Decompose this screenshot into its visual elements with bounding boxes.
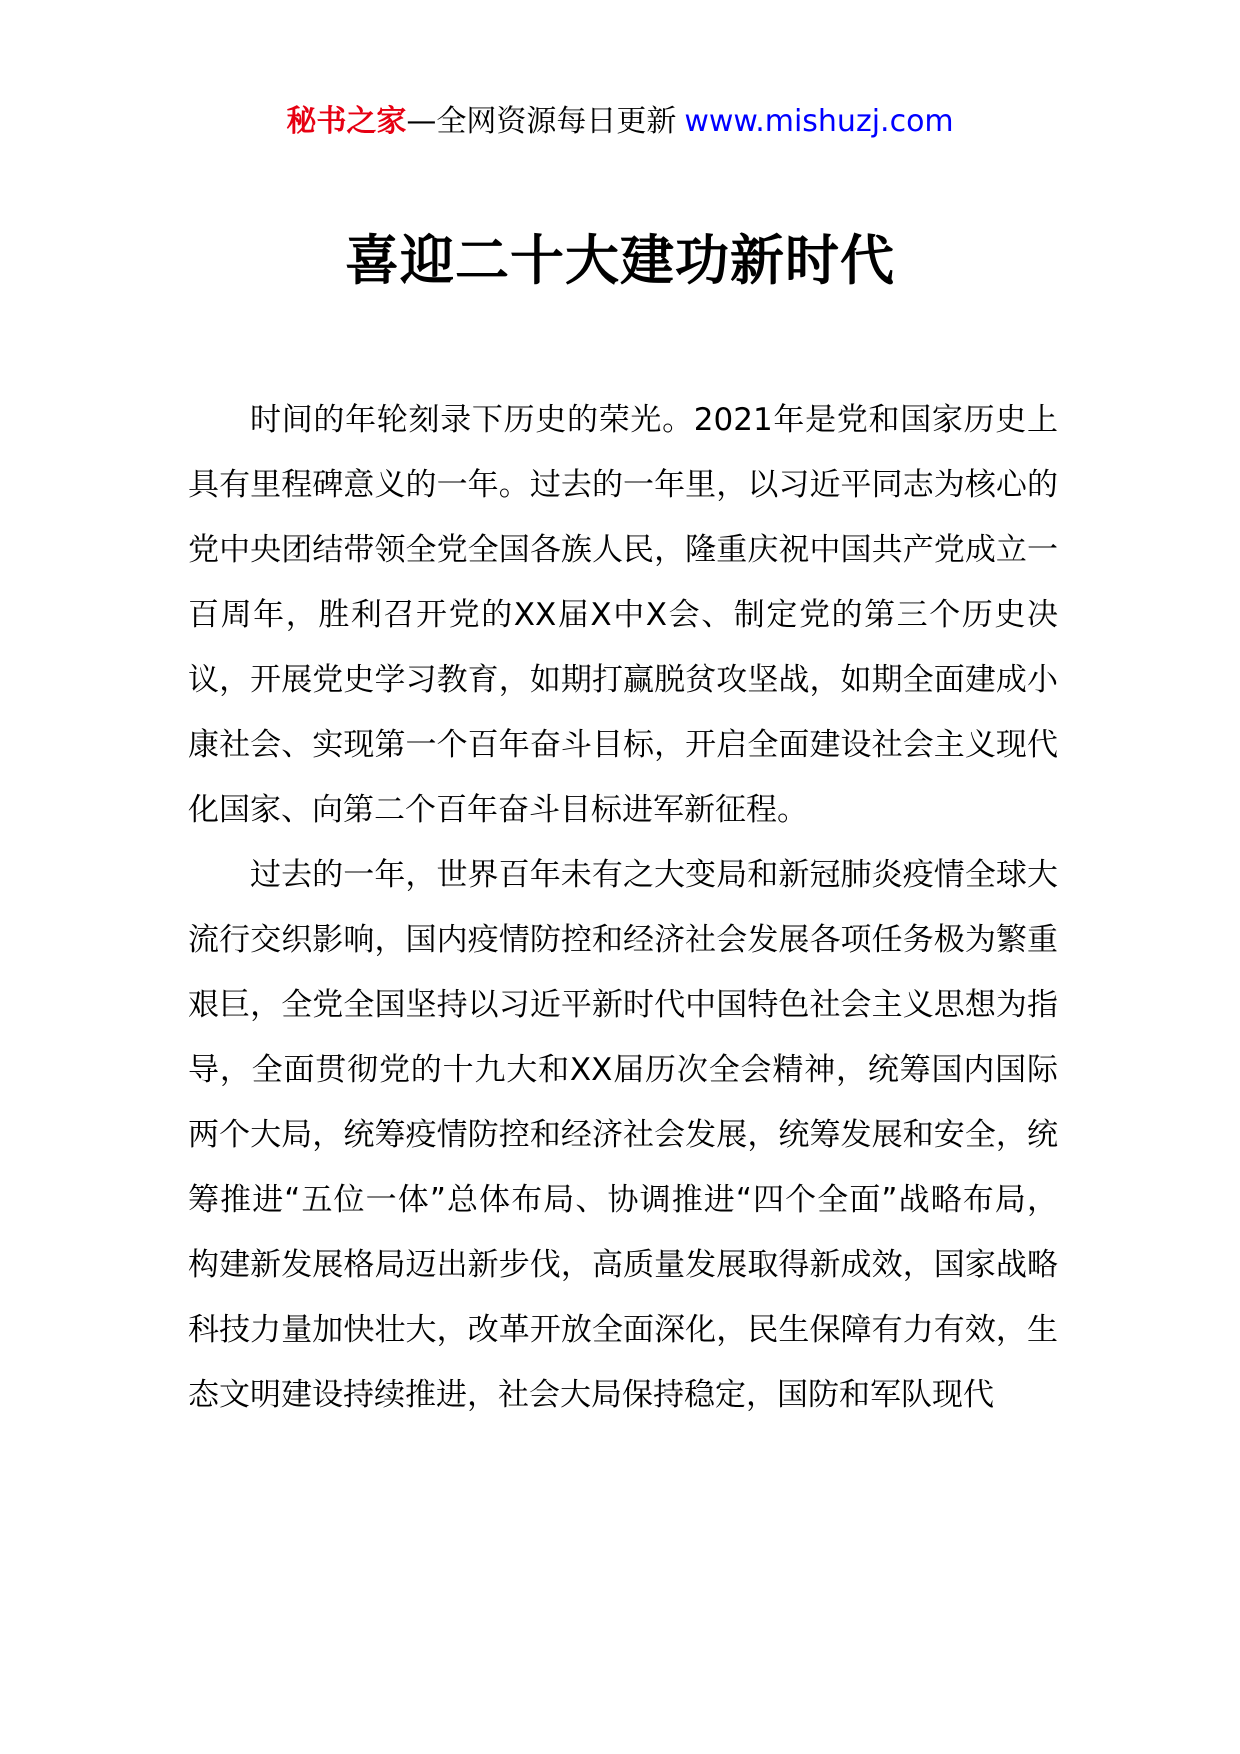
paragraph-1: 时间的年轮刻录下历史的荣光。2021年是党和国家历史上具有里程碑意义的一年。过去的一年里，以习近平同志为核心的党中央团结带领全党全国各族人民，隆重庆祝中国共产党成立一百周年，胜利召开党的XX届X中X会、制定党的第三个历史决议，开展党史学习教育，如期打赢脱贫攻坚战，如期全面建成小康社会、实现第一个百年奋斗目标，开启全面建设社会主义现代化国家、向第二个百年奋斗目标进军新征程。 — [188, 402, 1058, 828]
site-url-link[interactable]: www.mishuzj.com — [684, 104, 954, 139]
document-title: 喜迎二十大建功新时代 — [345, 228, 895, 292]
site-header — [0, 100, 1240, 144]
paragraph-2: 过去的一年，世界百年未有之大变局和新冠肺炎疫情全球大流行交织影响，国内疫情防控和经济社会发展各项任务极为繁重艰巨，全党全国坚持以习近平新时代中国特色社会主义思想为指导，全面贯彻党的十九大和XX届历次全会精神，统筹国内国际两个大局，统筹疫情防控和经济社会发展，统筹发展和安全，统筹推进“五位一体”总体布局、协调推进“四个全面”战略布局，构建新发展格局迈出新步伐，高质量发展取得新成效，国家战略科技力量加快壮大，改革开放全面深化，民生保障有力有效，生态文明建设持续推进，社会大局保持稳定，国防和军队现代 — [188, 857, 1058, 1413]
brand-name: 秘书之家 — [286, 104, 407, 139]
document-body — [188, 388, 1058, 1428]
header-tagline: —全网资源每日更新 — [406, 104, 677, 139]
